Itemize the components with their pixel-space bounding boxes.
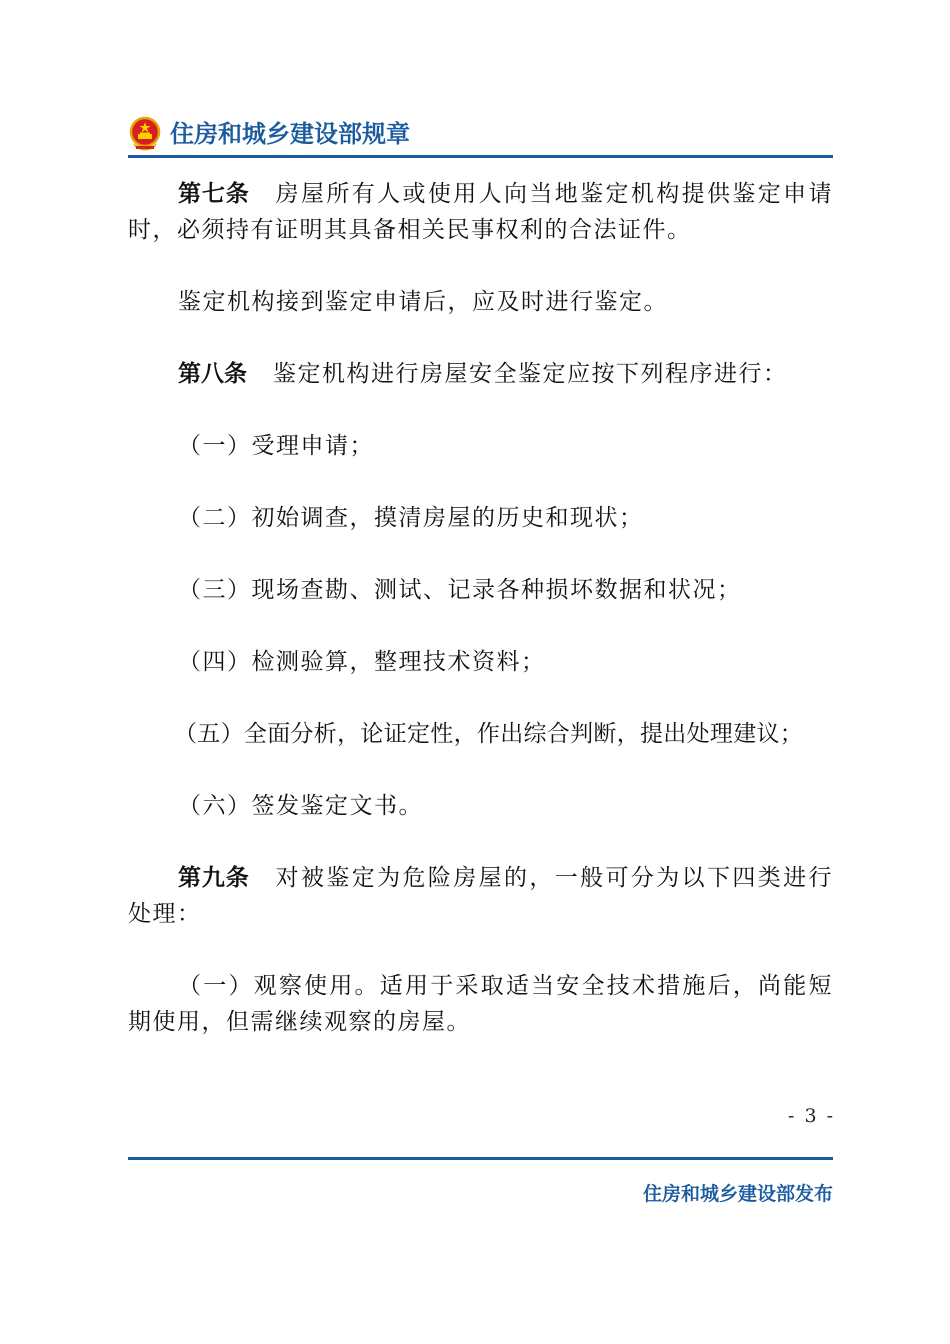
- document-header: [128, 115, 833, 157]
- article-7-paragraph: [128, 176, 833, 248]
- footer-divider: [128, 1157, 833, 1160]
- page-number: - 3 -: [787, 1105, 835, 1127]
- article-9-item-1: （一）观察使用。适用于采取适当安全技术措施后，尚能短期使用，但需继续观察的房屋。: [128, 973, 833, 1035]
- article-7-paragraph-2: [128, 284, 833, 320]
- footer-publisher: 住房和城乡建设部发布: [642, 1183, 833, 1205]
- article-8-item-4: （四）检测验算，整理技术资料；: [178, 649, 546, 675]
- article-9-label: 第九条: [178, 865, 250, 891]
- article-8-paragraph: [128, 356, 833, 392]
- article-8-item-6: （六）签发鉴定文书。: [178, 793, 423, 819]
- national-emblem-icon: [128, 116, 162, 152]
- article-8-item-5: （五）全面分析，论证定性，作出综合判断，提出处理建议；: [174, 721, 804, 747]
- header-title: 住房和城乡建设部规章: [170, 120, 410, 148]
- article-7-label: 第七条: [178, 181, 250, 207]
- article-7-p2-text: 鉴定机构接到鉴定申请后，应及时进行鉴定。: [178, 289, 668, 315]
- article-7-text: 房屋所有人或使用人向当地鉴定机构提供鉴定申请时，必须持有证明其具备相关民事权利的合法证件。: [128, 181, 833, 243]
- article-9-paragraph: [128, 860, 833, 932]
- article-8-label: 第八条: [178, 361, 247, 387]
- article-8-item-1: （一）受理申请；: [178, 433, 374, 459]
- article-8-item-3: （三）现场查勘、测试、记录各种损坏数据和状况；: [178, 577, 742, 603]
- document-body: [128, 176, 833, 1040]
- header-divider: [128, 155, 833, 158]
- article-8-item-2: （二）初始调查，摸清房屋的历史和现状；: [178, 505, 644, 531]
- article-9-text: 对被鉴定为危险房屋的，一般可分为以下四类进行处理：: [128, 865, 833, 927]
- article-8-text: 鉴定机构进行房屋安全鉴定应按下列程序进行：: [273, 361, 788, 387]
